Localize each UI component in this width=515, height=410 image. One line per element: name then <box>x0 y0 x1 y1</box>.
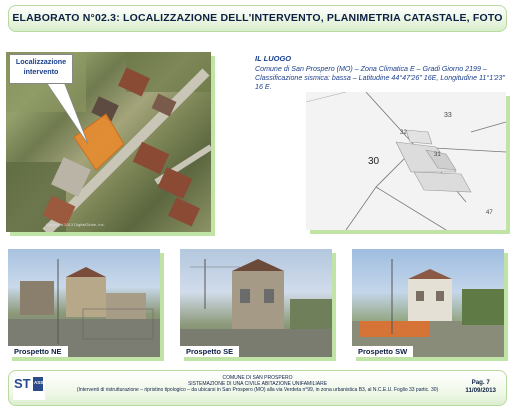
footer-bar <box>8 370 507 406</box>
cadastral-drawing <box>306 92 506 230</box>
photo-sw <box>352 249 504 357</box>
photo-sw-label: Prospetto SW <box>352 346 413 357</box>
parcel-33: 33 <box>444 112 452 119</box>
photo-se-image <box>180 249 332 357</box>
luogo-heading: IL LUOGO <box>255 54 292 63</box>
page-title: ELABORATO N°02.3: LOCALIZZAZIONE DELL'INTERVENTO, PLANIMETRIA CATASTALE, FOTO <box>12 12 503 24</box>
footer-line-2: SISTEMAZIONE DI UNA CIVILE ABITAZIONE UNIFAMILIARE <box>187 381 328 387</box>
parcel-30: 30 <box>368 156 380 167</box>
parcel-32: 32 <box>400 130 407 136</box>
logo-sub: ASS <box>34 380 44 385</box>
parcel-47: 47 <box>486 210 493 216</box>
page-number: Pag. 7 <box>471 379 490 386</box>
photo-se <box>180 249 332 357</box>
footer-line-3: (Interventi di ristrutturazione – ripristino tipologico – da ubicarsi in San Prospero (MO) alla via Verdeta n°99, in zona urbanistica B3, al N.C.E.U. Foglio 33 partic. 30) <box>76 387 439 393</box>
luogo-text: Comune di San Prospero (MO) – Zona Climatica E – Gradi Giorno 2199 – Classificazione sismica: bassa – Latitudine 44°47'26" 16E, Longitudine 11°1'23" 16 E. <box>255 65 505 91</box>
photo-sw-image <box>352 249 504 357</box>
photo-ne-label: Prospetto NE <box>8 346 68 357</box>
page-info <box>465 379 496 395</box>
page-date: 11/09/2013 <box>465 387 496 394</box>
footer-line-1: COMUNE DI SAN PROSPERO <box>222 375 293 381</box>
header-bar <box>8 5 507 32</box>
image-credit: Copyright 2013 DigitalGlobe, Inc. <box>46 222 105 227</box>
parcel-31: 31 <box>434 152 441 158</box>
photo-ne-image <box>8 249 160 357</box>
stass-logo <box>13 374 45 400</box>
photo-ne <box>8 249 160 357</box>
location-callout: Localizzazione intervento <box>9 54 73 84</box>
photo-se-label: Prospetto SE <box>180 346 239 357</box>
logo-text: ST <box>14 376 31 391</box>
cadastral-map <box>306 92 506 230</box>
